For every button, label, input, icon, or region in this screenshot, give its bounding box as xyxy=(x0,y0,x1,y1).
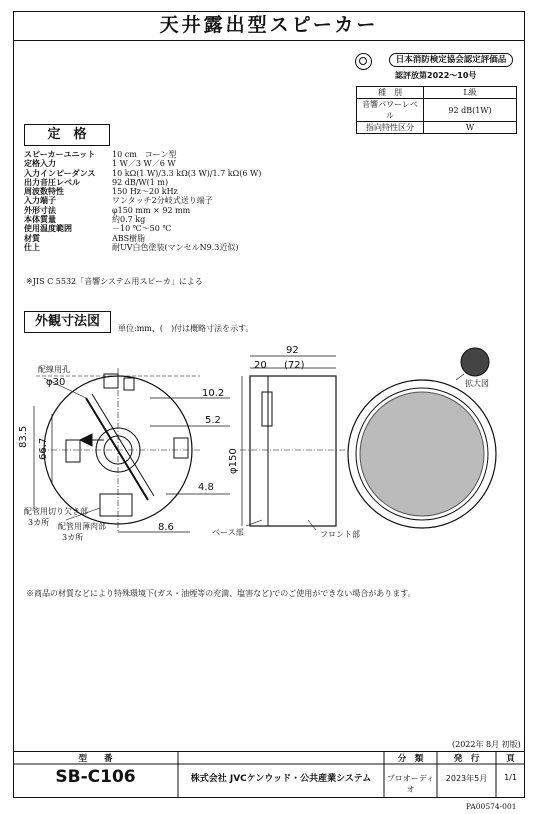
table-cell: 種 別 xyxy=(357,87,424,99)
spec-key: 周波数特性 xyxy=(24,187,64,197)
dim-4-8: 4.8 xyxy=(198,482,214,493)
leader-line xyxy=(308,520,316,530)
table-cell: W xyxy=(424,122,517,134)
terminal-block xyxy=(174,438,188,458)
hole-dim: φ30 xyxy=(46,377,66,388)
dim-92: 92 xyxy=(286,345,299,356)
side-view xyxy=(240,356,345,530)
table-cell: L級 xyxy=(424,87,517,99)
spec-value: ABS樹脂 xyxy=(112,233,146,243)
dim-150: φ150 xyxy=(228,448,239,474)
knockout-count: 3カ所 xyxy=(28,518,50,527)
dim-20: 20 xyxy=(254,360,267,371)
mounting-rib xyxy=(92,394,154,496)
front-view xyxy=(348,348,496,528)
spec-key: 外形寸法 xyxy=(24,205,56,215)
cert-label: 日本消防検定協会認定評価品 xyxy=(389,53,513,67)
spec-value: 耐UV白色塗装(マンセルN9.3近似) xyxy=(112,242,239,252)
leader-line xyxy=(456,374,464,380)
dim-5-2: 5.2 xyxy=(205,415,221,426)
caution-note: ※商品の材質などにより特殊環境下(ガス・油煙等の充満、塩害など)でのご使用ができない場合があります。 xyxy=(26,589,416,598)
page-title: 天井露出型スピーカー xyxy=(13,11,525,41)
base-label: ベース部 xyxy=(212,528,244,537)
knockout-top-2 xyxy=(124,378,134,390)
dim-72: (72) xyxy=(284,360,305,371)
edition-note: (2022年 8月 初版) xyxy=(452,740,521,749)
spec-value: 150 Hz～20 kHz xyxy=(112,187,178,197)
side-outline xyxy=(250,376,336,526)
cert-number: 認評放第2022～10号 xyxy=(395,71,477,80)
spec-value: 10 cm コーン型 xyxy=(112,150,177,159)
knockout-left xyxy=(66,440,80,462)
zoom-label: 拡大図 xyxy=(465,379,489,388)
dim-66-7: 66.7 xyxy=(38,437,49,460)
spec-value: ワンタッチ2分岐式送り端子 xyxy=(112,196,213,206)
leader-line xyxy=(246,520,262,526)
hole-label: 配線用孔 xyxy=(38,365,70,374)
mounting-rib xyxy=(86,398,148,500)
issue-date: 2023年5月 xyxy=(445,774,488,783)
dim-83-5: 83.5 xyxy=(18,425,29,448)
page-heading: 頁 xyxy=(506,754,515,764)
spec-value: 1 W／3 W／6 W xyxy=(112,159,176,169)
knockout-label: 配管用切り欠き部 xyxy=(24,507,88,516)
model-heading: 型 番 xyxy=(78,754,113,764)
document-code: PA00574-001 xyxy=(466,802,517,811)
spec-heading: 定 格 xyxy=(24,124,110,146)
spec-key: 材質 xyxy=(24,233,40,243)
page-number: 1/1 xyxy=(504,773,517,782)
spec-value: 約0.7 kg xyxy=(112,215,146,225)
grille-mesh xyxy=(360,392,484,516)
spec-key: 定格入力 xyxy=(24,159,56,169)
knockout-bottom xyxy=(100,494,132,516)
table-cell: 指向特性区分 xyxy=(357,122,424,134)
spec-value: －10 ℃～50 ℃ xyxy=(112,224,172,234)
side-terminal xyxy=(262,392,272,426)
table-cell: 音響パワーレベル xyxy=(357,99,424,122)
spec-key: 出力音圧レベル xyxy=(24,177,80,187)
spec-key: 入力インピーダンス xyxy=(24,168,96,178)
spec-key: 使用温度範囲 xyxy=(24,224,72,234)
spec-value: 92 dB/W(1 m) xyxy=(112,177,169,187)
spec-key: 入力端子 xyxy=(24,196,56,206)
unit-note: 単位:mm、( )付は概略寸法を示す。 xyxy=(118,324,254,333)
arrow-icon xyxy=(80,434,92,446)
dim-8-6: 8.6 xyxy=(158,522,174,533)
company-name: 株式会社 JVCケンウッド・公共産業システム xyxy=(190,774,372,784)
spec-key: スピーカーユニット xyxy=(24,150,96,159)
spec-note: ※JIS C 5532「音響システム用スピーカ」による xyxy=(26,277,203,286)
table-cell: 92 dB(1W) xyxy=(424,99,517,122)
grille-zoom-icon xyxy=(461,348,489,376)
spec-value: 10 kΩ(1 W)/3.3 kΩ(3 W)/1.7 kΩ(6 W) xyxy=(112,168,262,178)
spec-key: 本体質量 xyxy=(24,215,56,225)
spec-value: φ150 mm × 92 mm xyxy=(112,205,191,215)
dimension-heading: 外観寸法図 xyxy=(24,311,111,333)
model-number: SB-C106 xyxy=(55,767,136,787)
thin-wall-label: 配管用薄肉部 xyxy=(58,522,106,531)
issue-heading: 発 行 xyxy=(453,754,480,764)
category-heading: 分 類 xyxy=(397,754,424,764)
dim-10-2: 10.2 xyxy=(202,388,225,399)
spec-key: 仕上 xyxy=(24,242,40,252)
category-value: プロオーディオ xyxy=(386,774,435,794)
thin-wall-count: 3カ所 xyxy=(62,533,84,542)
front-label: フロント部 xyxy=(320,530,360,539)
